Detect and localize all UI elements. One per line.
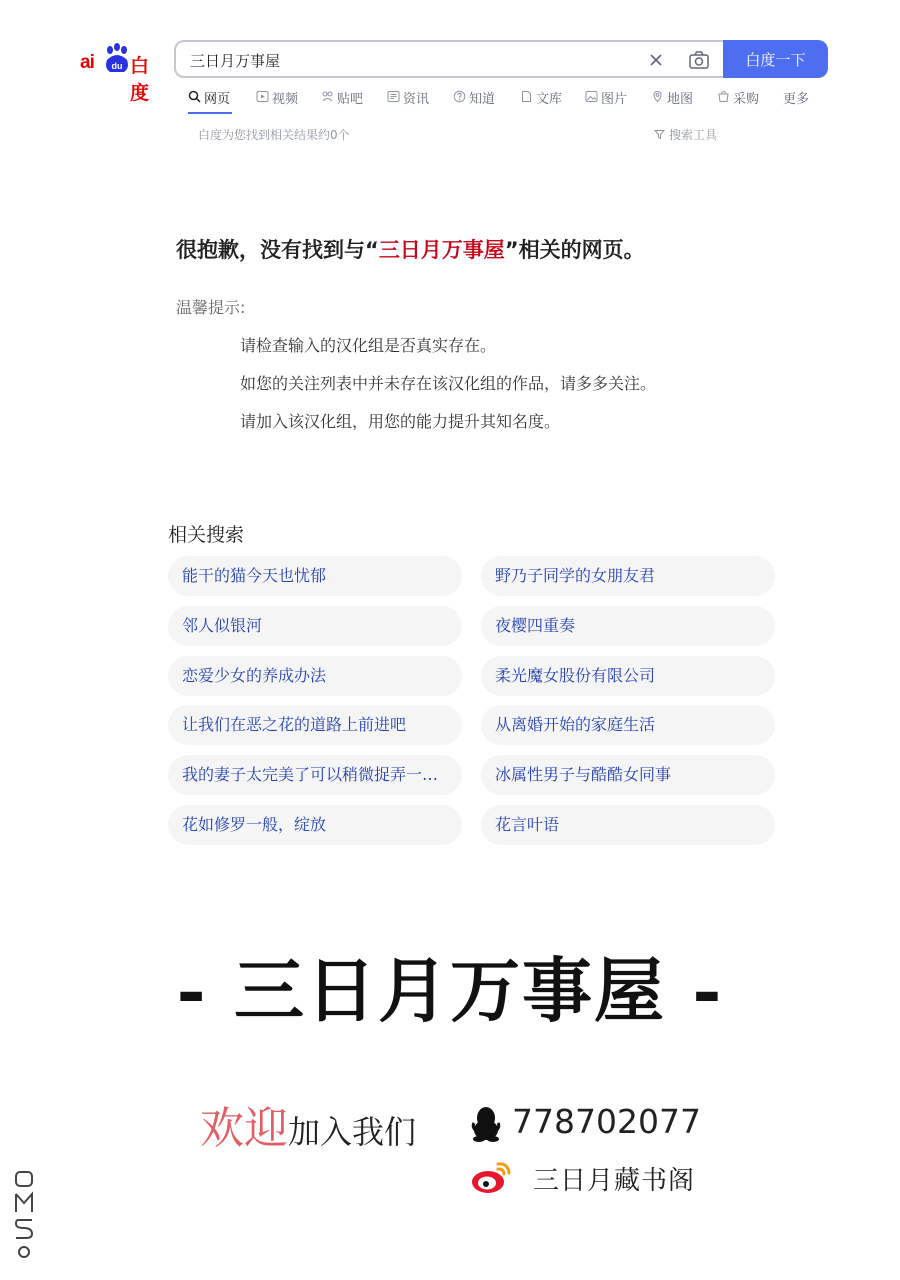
tab-tieba[interactable]: [321, 88, 363, 118]
tab-label: 采购: [733, 92, 760, 107]
paw-logo-icon: [102, 42, 132, 76]
active-tab-underline: [188, 112, 232, 114]
search-input[interactable]: [190, 49, 630, 71]
result-count: 白度为您找到相关结果约0个: [198, 128, 350, 142]
brand-logo[interactable]: [80, 42, 162, 104]
image-icon: [585, 90, 598, 103]
map-icon: [651, 90, 664, 103]
search-tools-label: 搜索工具: [669, 128, 718, 142]
tab-more[interactable]: [783, 88, 809, 118]
camera-icon[interactable]: [688, 49, 710, 71]
weibo-name: 三日月藏书阁: [533, 1166, 696, 1196]
tieba-icon: [321, 90, 334, 103]
tab-wenku[interactable]: [520, 88, 562, 118]
no-result-suffix: ”相关的网页。: [504, 238, 645, 262]
clear-icon[interactable]: [646, 50, 666, 70]
search-bar: [174, 40, 828, 78]
search-button[interactable]: 白度一下: [723, 40, 828, 78]
logo-mark: du: [111, 61, 123, 71]
welcome-text: 加入我们: [288, 1113, 417, 1151]
purchase-icon: [717, 90, 730, 103]
tab-label: 地图: [667, 92, 694, 107]
no-result-query: 三日月万事屋: [378, 238, 505, 262]
tab-label: 视频: [272, 92, 299, 107]
tab-label: 更多: [783, 92, 810, 107]
related-search-item[interactable]: 从离婚开始的家庭生活: [481, 705, 775, 745]
related-search-item[interactable]: 夜樱四重奏: [481, 606, 775, 646]
tip-line: 如您的关注列表中并未存在该汉化组的作品，请多多关注。: [240, 374, 657, 393]
related-search-item[interactable]: 冰属性男子与酷酷女同事: [481, 755, 775, 795]
related-search-item[interactable]: 野乃子同学的女朋友君: [481, 556, 775, 596]
related-search-item[interactable]: 柔光魔女股份有限公司: [481, 656, 775, 696]
related-search-item[interactable]: 花如修罗一般，绽放: [168, 805, 462, 845]
related-search-item[interactable]: 我的妻子太完美了可以稍微捉弄一…: [168, 755, 462, 795]
no-result-prefix: 很抱歉，没有找到与“: [176, 238, 379, 262]
related-search-item[interactable]: 花言叶语: [481, 805, 775, 845]
search-icon: [188, 90, 201, 103]
tab-label: 网页: [204, 92, 231, 107]
tip-title: 温馨提示:: [176, 298, 246, 317]
tab-map[interactable]: [651, 88, 693, 118]
related-search-item[interactable]: 能干的猫今天也忧郁: [168, 556, 462, 596]
tab-label: 图片: [601, 92, 628, 107]
tip-line: 请加入该汉化组，用您的能力提升其知名度。: [240, 412, 561, 431]
tab-label: 文库: [536, 92, 563, 107]
search-box[interactable]: [174, 40, 730, 78]
logo-text: 白度: [130, 55, 150, 104]
search-tools-button[interactable]: [654, 126, 717, 143]
tab-video[interactable]: [256, 88, 298, 118]
related-search-item[interactable]: 让我们在恶之花的道路上前进吧: [168, 705, 462, 745]
qq-penguin-icon: [470, 1106, 502, 1142]
welcome-line: [200, 1092, 416, 1156]
tab-zhidao[interactable]: [453, 88, 495, 118]
tab-label: 贴吧: [337, 92, 364, 107]
no-result-heading: [176, 234, 645, 264]
tab-label: 资讯: [403, 92, 430, 107]
tab-purchase[interactable]: [717, 88, 759, 118]
related-search-item[interactable]: 邻人似银河: [168, 606, 462, 646]
video-icon: [256, 90, 269, 103]
related-search-item[interactable]: 恋爱少女的养成办法: [168, 656, 462, 696]
related-searches-title: 相关搜索: [168, 524, 245, 546]
group-banner-title: - 三日月万事屋 -: [176, 949, 724, 1032]
welcome-highlight: 欢迎: [200, 1103, 288, 1154]
tab-image[interactable]: [585, 88, 627, 118]
weibo-icon: [470, 1158, 514, 1194]
site-watermark-logo: [12, 1168, 36, 1268]
qq-number: 778702077: [512, 1102, 701, 1141]
wenku-icon: [520, 90, 533, 103]
tab-news[interactable]: [387, 88, 429, 118]
filter-icon: [654, 129, 665, 140]
tip-line: 请检查输入的汉化组是否真实存在。: [240, 336, 497, 355]
tab-label: 知道: [469, 92, 496, 107]
news-icon: [387, 90, 400, 103]
logo-prefix: ai: [80, 52, 94, 73]
zhidao-icon: [453, 90, 466, 103]
